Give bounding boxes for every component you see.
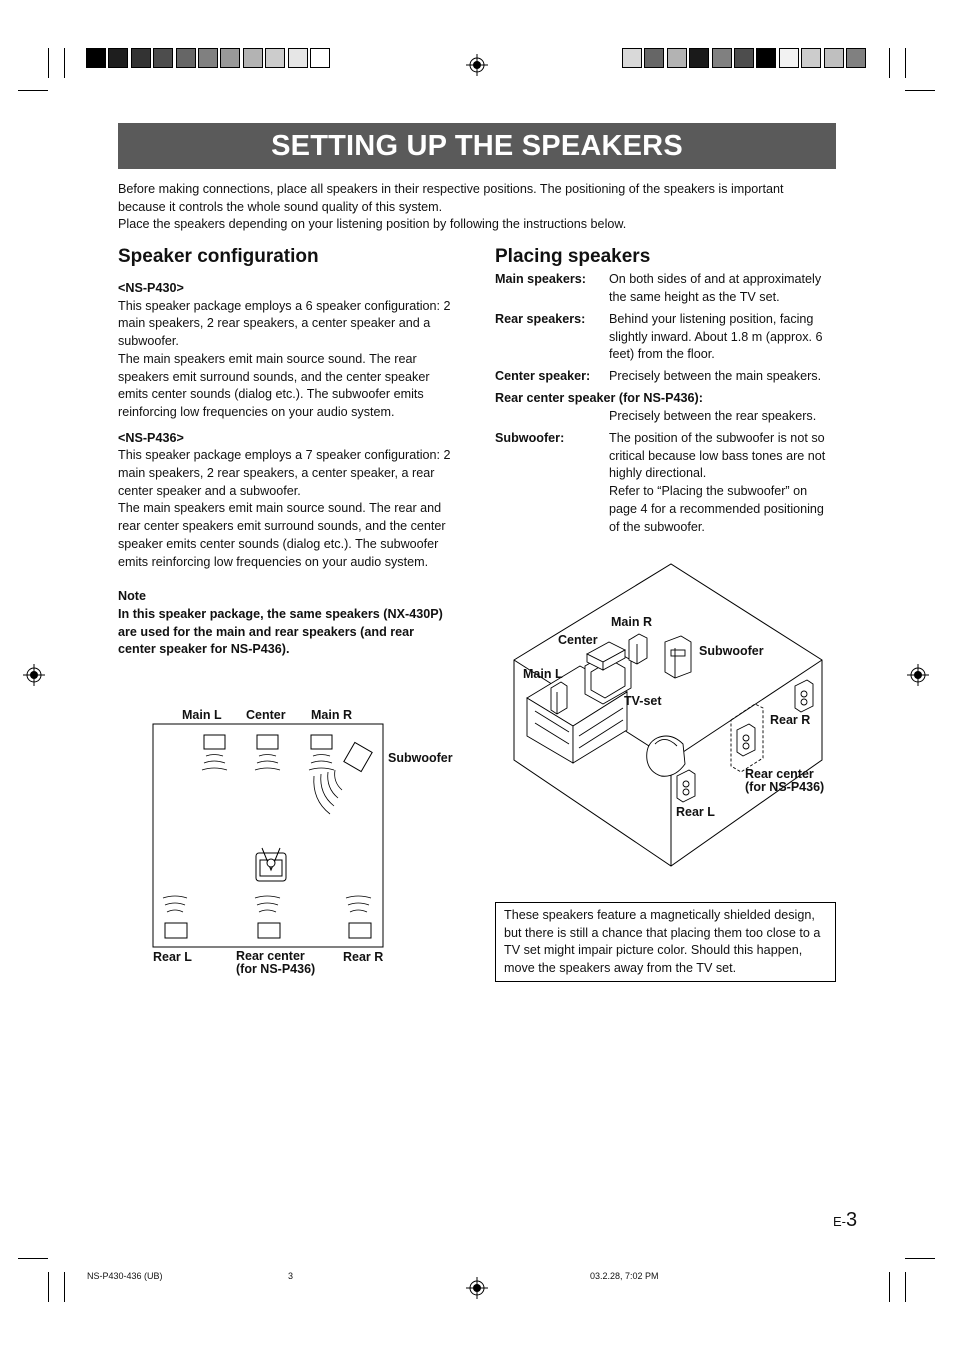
label-rear-center (236, 950, 315, 976)
config-line: center speaker and a subwoofer. (118, 483, 301, 498)
rear-l-speaker-icon (677, 770, 695, 802)
speaker-layout-diagram (150, 720, 390, 952)
placing-line: highly directional. (609, 466, 707, 481)
footer-page: 3 (288, 1271, 294, 1281)
config-line: speaker emits center sounds (dialog etc.). The subwoofer (118, 536, 439, 551)
placing-def (609, 408, 837, 426)
color-swatch (310, 48, 330, 68)
page-title: SETTING UP THE SPEAKERS (118, 123, 836, 169)
subwoofer-icon (665, 636, 691, 678)
color-swatch (108, 48, 128, 68)
config-line: emits reinforcing low frequencies on your audio system. (118, 554, 429, 569)
note-line: move the speakers away from the TV set. (504, 961, 737, 976)
room-label-main-r: Main R (611, 615, 652, 629)
crop-mark (889, 48, 890, 78)
placing-line: page 4 for a recommended positioning (609, 501, 824, 516)
note-line: These speakers feature a magnetically shielded design, (504, 908, 815, 922)
registration-target-icon (907, 664, 929, 686)
crop-mark (48, 1272, 49, 1302)
placing-main (495, 271, 840, 307)
placing-term: Rear speakers: (495, 312, 586, 326)
page-prefix: E- (833, 1214, 846, 1229)
armchair-icon (647, 736, 685, 776)
color-swatch (153, 48, 173, 68)
color-swatch (712, 48, 732, 68)
note-line: but there is still a chance that placing them too close to a (504, 925, 821, 940)
subwoofer-waves-icon (314, 770, 342, 814)
listener-icon (256, 848, 286, 881)
room-label-center: Center (558, 633, 598, 647)
main-l-speaker-icon (551, 682, 567, 714)
registration-target-icon (23, 664, 45, 686)
rear-r-speaker-icon (795, 680, 813, 712)
sound-waves-icon (202, 755, 334, 771)
label-line: (for NS-P436) (236, 962, 316, 976)
ns-p436-heading: <NS-P436> (118, 430, 184, 445)
rear-center-speaker-icon (258, 923, 280, 938)
crop-mark (905, 90, 935, 91)
placing-line: The position of the subwoofer is not so (609, 431, 825, 445)
placing-line: On both sides of and at approximately (609, 272, 822, 286)
crop-mark (889, 1272, 890, 1302)
color-swatch (644, 48, 664, 68)
rear-r-speaker-icon (349, 923, 371, 938)
rear-center-speaker-icon (737, 724, 755, 756)
crop-mark (18, 1258, 48, 1259)
config-line: emits center sounds (dialog etc.). The subwoofer emits (118, 387, 424, 402)
crop-mark (905, 48, 906, 78)
registration-target-icon (466, 54, 488, 76)
color-swatch (824, 48, 844, 68)
color-swatch (779, 48, 799, 68)
placing-rear-center (495, 390, 840, 426)
placing-def (609, 368, 837, 386)
rear-l-speaker-icon (165, 923, 187, 938)
crop-mark (905, 1258, 935, 1259)
color-swatch (756, 48, 776, 68)
color-swatch (176, 48, 196, 68)
color-swatch (734, 48, 754, 68)
color-swatch (667, 48, 687, 68)
color-swatch (198, 48, 218, 68)
footer-date: 03.2.28, 7:02 PM (590, 1271, 659, 1281)
color-swatch (622, 48, 642, 68)
shielding-note-box (495, 902, 836, 982)
main-l-speaker-icon (204, 735, 225, 749)
center-speaker-icon (257, 735, 278, 749)
label-line: Rear center (236, 949, 305, 963)
room-label-rear-r: Rear R (770, 713, 811, 727)
placing-line: Precisely between the main speakers. (609, 369, 822, 383)
crop-mark (64, 1272, 65, 1302)
placing-term: Rear center speaker (for NS-P436): (495, 391, 703, 405)
sound-waves-icon (163, 896, 371, 912)
registration-target-icon (466, 1277, 488, 1299)
room-label-rear-center (745, 768, 824, 794)
label-center: Center (246, 708, 286, 722)
color-swatch (131, 48, 151, 68)
crop-mark (48, 48, 49, 78)
note-line: center speaker for NS-P436). (118, 642, 290, 657)
config-line: rear center speakers emit surround sounds, and the center (118, 519, 446, 534)
room-label-main-l: Main L (523, 667, 563, 681)
placing-def (609, 271, 837, 306)
config-line: This speaker package employs a 7 speaker configuration: 2 (118, 448, 451, 463)
main-r-speaker-icon (311, 735, 332, 749)
config-line: The main speakers emit main source sound. The rear and (118, 501, 442, 516)
ns-p430-heading: <NS-P430> (118, 281, 184, 295)
crop-mark (18, 90, 48, 91)
note-line: In this speaker package, the same speakers (NX-430P) (118, 606, 443, 621)
crop-mark (905, 1272, 906, 1302)
config-line: speakers emit surround sounds, and the center speaker (118, 369, 430, 384)
label-subwoofer: Subwoofer (388, 751, 453, 765)
placing-line: slightly inward. About 1.8 m (approx. 6 (609, 329, 823, 344)
room-label-tv-set: TV-set (624, 694, 662, 708)
placing-subwoofer (495, 430, 840, 538)
placing-speakers-heading: Placing speakers (495, 246, 651, 267)
color-swatch (288, 48, 308, 68)
intro-line: because it controls the whole sound quality of this system. (118, 199, 443, 214)
page-num: 3 (846, 1209, 858, 1231)
note-line: TV set might impair picture color. Should this happen, (504, 943, 803, 958)
config-line: main speakers, 2 rear speakers, a center speaker and a (118, 316, 431, 331)
placing-line: Behind your listening position, facing (609, 312, 814, 326)
placing-term: Subwoofer: (495, 431, 565, 445)
color-swatch (846, 48, 866, 68)
label-rear-l: Rear L (153, 950, 192, 964)
room-label-rear-l: Rear L (676, 805, 715, 819)
label-rear-r: Rear R (343, 950, 384, 964)
config-line: The main speakers emit main source sound. The rear (118, 351, 417, 366)
note-heading: Note (118, 589, 146, 604)
placing-line: of the subwoofer. (609, 519, 705, 534)
color-swatch (86, 48, 106, 68)
placing-term: Center speaker: (495, 369, 591, 383)
color-swatch (689, 48, 709, 68)
color-swatch (801, 48, 821, 68)
intro-text (118, 181, 838, 234)
config-line: reinforcing low frequencies on your audio system. (118, 404, 395, 419)
placing-center (495, 368, 840, 386)
intro-line: Before making connections, place all speakers in their respective positions. The positioning of the speakers is important (118, 182, 784, 196)
config-column (118, 280, 463, 659)
note-line: are used for the main and rear speakers (and rear (118, 624, 415, 639)
color-swatch (220, 48, 240, 68)
placing-def (609, 311, 837, 364)
label-main-r: Main R (311, 708, 352, 722)
subwoofer-icon (344, 742, 372, 771)
page-number (833, 1209, 857, 1232)
placing-term: Main speakers: (495, 272, 586, 286)
speaker-configuration-heading: Speaker configuration (118, 246, 319, 267)
room-label-subwoofer: Subwoofer (699, 644, 764, 658)
footer-file: NS-P430-436 (UB) (87, 1271, 163, 1281)
color-swatch (243, 48, 263, 68)
crop-mark (64, 48, 65, 78)
main-r-speaker-icon (629, 634, 647, 664)
config-line: subwoofer. (118, 334, 179, 349)
placing-line: Refer to “Placing the subwoofer” on (609, 484, 808, 499)
placing-line: Precisely between the rear speakers. (609, 409, 817, 423)
placing-line: feet) from the floor. (609, 347, 715, 362)
config-line: This speaker package employs a 6 speaker configuration: 2 (118, 298, 451, 313)
placing-line: the same height as the TV set. (609, 289, 780, 304)
placing-line: critical because low bass tones are not (609, 448, 826, 463)
placing-rear (495, 311, 840, 365)
intro-line: Place the speakers depending on your listening position by following the instructions below. (118, 217, 627, 232)
placing-def (609, 430, 837, 536)
label-main-l: Main L (182, 708, 222, 722)
label-line: (for NS-P436) (745, 780, 825, 794)
config-line: main speakers, 2 rear speakers, a center speaker, a rear (118, 466, 435, 481)
color-swatch (265, 48, 285, 68)
label-line: Rear center (745, 767, 814, 781)
